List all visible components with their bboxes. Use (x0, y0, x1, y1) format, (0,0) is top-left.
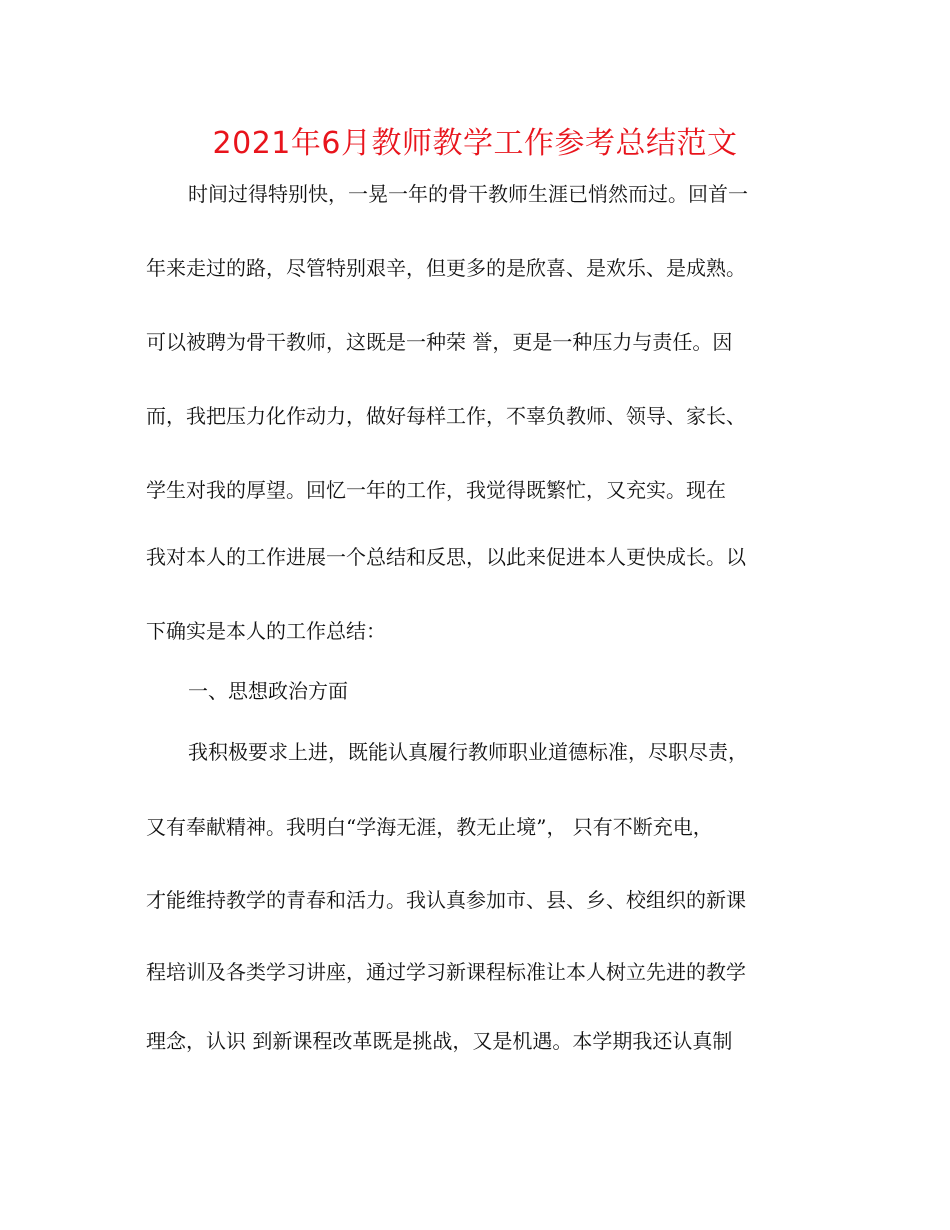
paragraph-line: 才能维持教学的青春和活力。我认真参加市、县、乡、校组织的新课 (146, 888, 746, 912)
paragraph-line: 程培训及各类学习讲座，通过学习新课程标准让本人树立先进的教学 (146, 960, 746, 984)
paragraph-line: 下确实是本人的工作总结： (146, 619, 386, 643)
paragraph-line: 我对本人的工作进展一个总结和反思，以此来促进本人更快成长。以 (146, 545, 746, 569)
paragraph-line: 年来走过的路，尽管特别艰辛，但更多的是欣喜、是欢乐、是成熟。 (146, 256, 746, 280)
paragraph-line: 学生对我的厚望。回忆一年的工作，我觉得既繁忙，又充实。现在 (146, 478, 726, 502)
document-title: 2021年6月教师教学工作参考总结范文 (212, 126, 738, 161)
paragraph-line: 而，我把压力化作动力，做好每样工作，不辜负教师、领导、家长、 (146, 404, 746, 428)
paragraph-line: 可以被聘为骨干教师，这既是一种荣 誉，更是一种压力与责任。因 (146, 330, 733, 354)
section-heading: 一、思想政治方面 (188, 679, 348, 703)
paragraph-line: 时间过得特别快，一晃一年的骨干教师生涯已悄然而过。回首一 (188, 182, 748, 206)
paragraph-line: 理念，认识 到新课程改革既是挑战，又是机遇。本学期我还认真制 (146, 1029, 733, 1053)
paragraph-line: 又有奉献精神。我明白“学海无涯，教无止境”， 只有不断充电， (146, 815, 713, 839)
paragraph-line: 我积极要求上进，既能认真履行教师职业道德标准，尽职尽责， (188, 740, 748, 764)
